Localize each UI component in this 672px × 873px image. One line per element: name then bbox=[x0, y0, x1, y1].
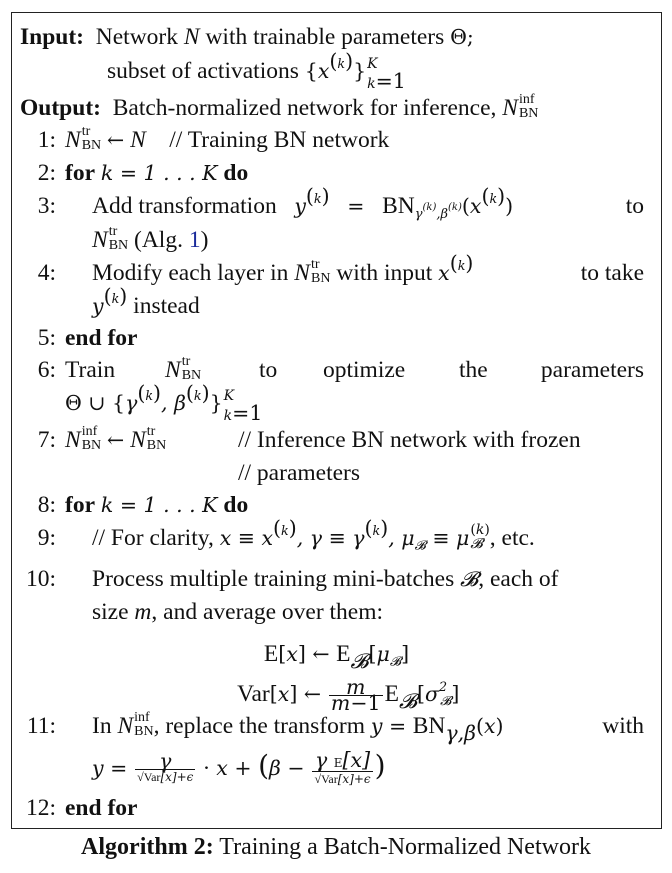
line-number: 10: bbox=[25, 566, 56, 592]
comment-training: // Training BN network bbox=[169, 127, 390, 153]
line-number: 9: bbox=[37, 525, 56, 551]
algorithm-caption bbox=[0, 832, 672, 862]
alg-ref-link[interactable]: 1 bbox=[188, 227, 201, 253]
line-number: 2: bbox=[37, 160, 56, 186]
caption-text: Training a Batch-Normalized Network bbox=[213, 834, 591, 860]
input-subset-text: subset of activations $\{x^{(k)}\}$ K k=1 bbox=[107, 48, 406, 93]
input-text: Network N with trainable parameters Θ; bbox=[95, 24, 474, 50]
expectation-equation: E[x] ← $E_𝓑[\mu_𝓑]$ bbox=[263, 641, 410, 674]
line-number: 3: bbox=[37, 193, 56, 219]
line-number: 4: bbox=[37, 260, 56, 286]
comment-inference: // Inference BN network with frozen bbox=[238, 427, 581, 453]
input-label: Input: bbox=[20, 24, 85, 50]
line-number: 5: bbox=[37, 325, 56, 351]
line-number: 8: bbox=[37, 492, 56, 518]
line-number: 12: bbox=[25, 795, 56, 821]
caption-label: Algorithm 2: bbox=[81, 834, 214, 860]
line-number: 7: bbox=[37, 427, 56, 453]
line-number: 1: bbox=[37, 127, 56, 153]
output-label: Output: bbox=[20, 95, 101, 121]
line-number: 11: bbox=[26, 713, 56, 739]
variance-equation: Var[x] ← $\frac{m}{m-1}$ $E_𝓑[\sigma^2_𝓑]$ bbox=[237, 675, 460, 716]
algorithm-box: Input: Network N with trainable parameters Θ; subset of activations $\{x^{(k)}\}$ K k=1 Output: Batch-normalized network for inference, N inf BN 1: N tr BN ← N // Training BN network 2: for k = 1 . . . K do 3: Add transformation $y^{(k)}$ = $BN_{\gamma^{(k)},\beta^{(k)}}(x^{(k)})$ to N tr BN (Alg. 1) 4: Modify each layer in N tr BN with input $x^{(k)}$ to take $y^{(k)}$ instead 5: end for 6: Train N tr BN to optimize the parameters Θ ∪ {$\gamma^{(k)}$, $\beta^{(k)}$} K k=1 7: N inf BN ← N tr BN // Inference BN network with frozen // parameters 8: for k = 1 . . . K do 9: // For clarity, $x \equiv x^{(k)}$, $\gamma \equiv \gamma^{(k)}$, $\mu_𝓑 \equiv \mu$ (k) 𝓑 , etc. 10: Process multiple training mini-batches 𝓑, each of size m, and average over them: E[x] ← $E_𝓑[\mu_𝓑]$ Var[x] ← $\frac{m}{m-1}$ $E_𝓑[\sigma^2_𝓑]$ 11: In N inf BN , replace the transform $y = BN_{\gamma,\beta}(x)$ with y = $\frac{\gamma}{\text{√Var[x]+ϵ}}$ · x + (β − $\frac{\text{γ E[x]}}{\text{√Var[x]+ϵ}}$ ) 12: end for bbox=[11, 12, 662, 829]
output-text: Batch-normalized network for inference, N inf BN bbox=[112, 91, 539, 121]
line-number: 6: bbox=[37, 357, 56, 383]
